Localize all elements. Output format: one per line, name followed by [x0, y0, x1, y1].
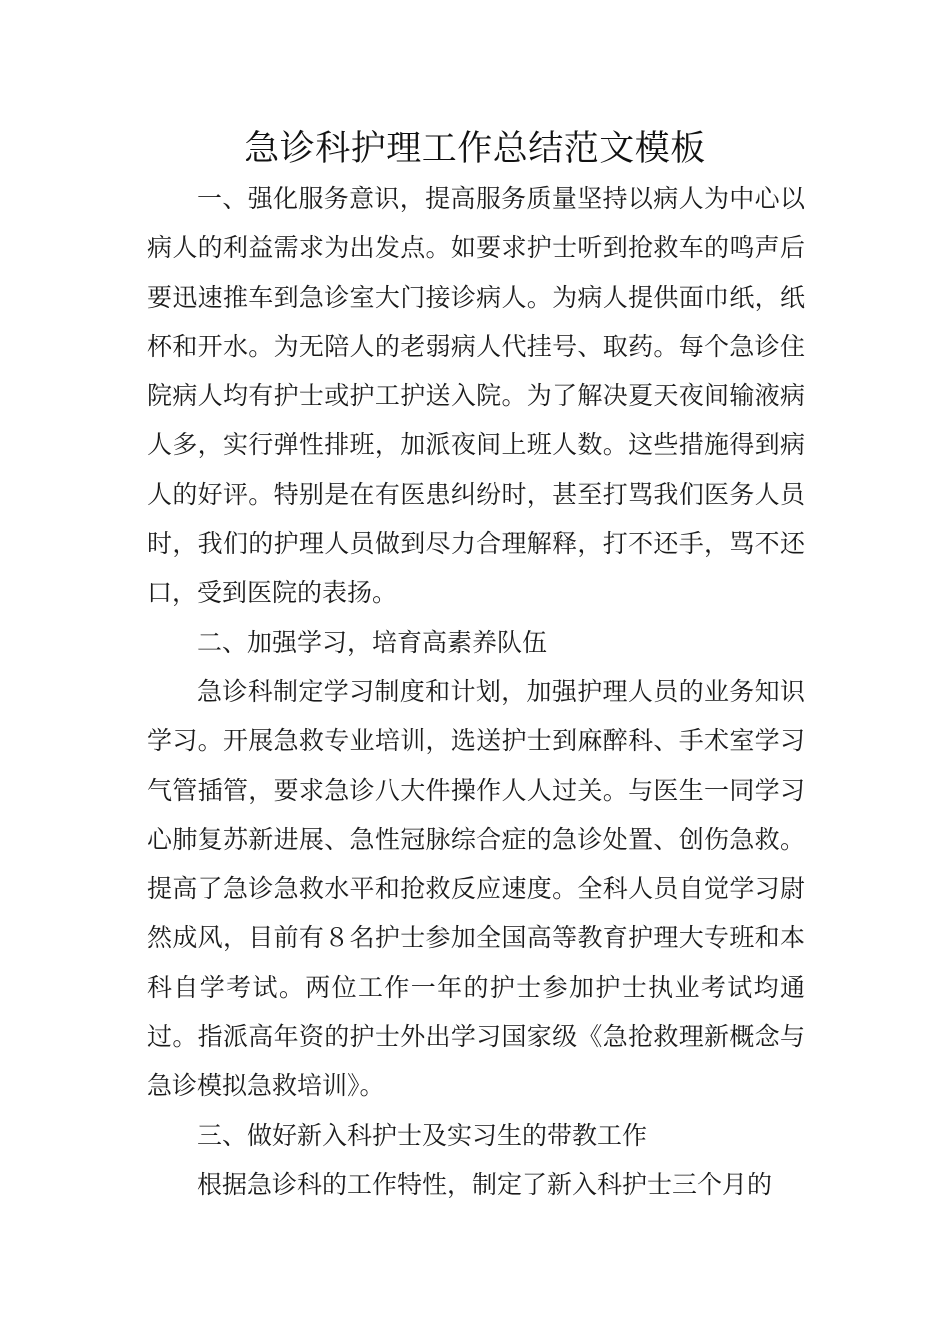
section-heading-teaching: 三、做好新入科护士及实习生的带教工作	[197, 1120, 648, 1150]
paragraph-teaching: 根据急诊科的工作特性，制定了新入科护士三个月的	[197, 1169, 773, 1199]
document-title: 急诊科护理工作总结范文模板	[244, 129, 706, 169]
paragraph-service-awareness: 一、强化服务意识，提高服务质量坚持以病人为中心以病人的利益需求为出发点。如要求护士听到抢救车的鸣声后要迅速推车到急诊室大门接诊病人。为病人提供面巾纸，纸杯和开水。为无陪人的老弱病人代挂号、取药。每个急诊住院病人均有护士或护工护送入院。为了解决夏天夜间输液病人多，实行弹性排班，加派夜间上班人数。这些措施得到病人的好评。特别是在有医患纠纷时，甚至打骂我们医务人员时，我们的护理人员做到尽力合理解释，打不还手，骂不还口，受到医院的表扬。	[147, 184, 805, 608]
document-body	[147, 174, 805, 1209]
section-heading-learning: 二、加强学习，培育高素养队伍	[197, 627, 548, 657]
paragraph-learning: 急诊科制定学习制度和计划，加强护理人员的业务知识学习。开展急救专业培训，选送护士到麻醉科、手术室学习气管插管，要求急诊八大件操作人人过关。与医生一同学习心肺复苏新进展、急性冠脉综合症的急诊处置、创伤急救。提高了急诊急救水平和抢救反应速度。全科人员自觉学习尉然成风，目前有８名护士参加全国高等教育护理大专班和本科自学考试。两位工作一年的护士参加护士执业考试均通过。指派高年资的护士外出学习国家级《急抢救理新概念与急诊模拟急救培训》。	[147, 676, 805, 1101]
